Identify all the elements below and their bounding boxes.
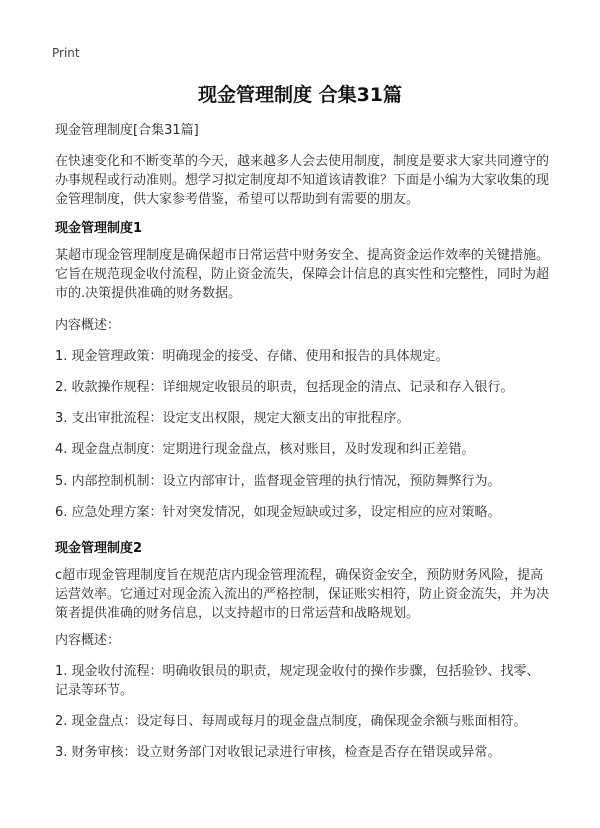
- intro-paragraph: 在快速变化和不断变革的今天，越来越多人会去使用制度，制度是要求大家共同遵守的办事规程或行动准则。想学习拟定制度却不知道该请教谁？下面是小编为大家收集的现金管理制度，供大家参考借鉴，希望可以帮助到有需要的朋友。: [55, 154, 550, 207]
- list-item: 2. 现金盘点：设定每日、每周或每月的现金盘点制度，确保现金余额与账面相符。: [55, 714, 527, 729]
- section-2-overview-label: 内容概述：: [55, 633, 121, 648]
- list-item: 3. 财务审核：设立财务部门对收银记录进行审核，检查是否存在错误或异常。: [55, 745, 501, 760]
- doc-subtitle: 现金管理制度[合集31篇]: [55, 123, 199, 138]
- print-link[interactable]: Print: [52, 46, 80, 60]
- list-item: 2. 收款操作规程：详细规定收银员的职责，包括现金的清点、记录和存入银行。: [55, 380, 514, 395]
- section-heading-2: 现金管理制度2: [55, 541, 143, 556]
- section-1-overview-label: 内容概述：: [55, 318, 121, 333]
- list-item: 1. 现金管理政策：明确现金的接受、存储、使用和报告的具体规定。: [55, 349, 449, 364]
- page-title: 现金管理制度 合集31篇: [197, 84, 403, 106]
- section-2-paragraph: c超市现金管理制度旨在规范店内现金管理流程，确保资金安全，预防财务风险，提高运营效率。它通过对现金流入流出的严格控制，保证账实相符，防止资金流失，并为决策者提供准确的财务信息，以支持超市的日常运营和战略规划。: [55, 568, 550, 621]
- list-item: 5. 内部控制机制：设立内部审计，监督现金管理的执行情况，预防舞弊行为。: [55, 474, 501, 489]
- list-item: 6. 应急处理方案：针对突发情况，如现金短缺或过多，设定相应的应对策略。: [55, 505, 501, 520]
- list-item: 4. 现金盘点制度：定期进行现金盘点，核对账目，及时发现和纠正差错。: [55, 442, 475, 457]
- section-heading-1: 现金管理制度1: [55, 221, 143, 236]
- list-item: 3. 支出审批流程：设定支出权限，规定大额支出的审批程序。: [55, 411, 410, 426]
- list-item: 1. 现金收付流程：明确收银员的职责，规定现金收付的操作步骤，包括验钞、找零、记录等环节。: [55, 664, 540, 698]
- section-1-paragraph: 某超市现金管理制度是确保超市日常运营中财务安全、提高资金运作效率的关键措施。它旨在规范现金收付流程，防止资金流失，保障会计信息的真实性和完整性，同时为超市的.决策提供准确的财务数据。: [55, 248, 550, 301]
